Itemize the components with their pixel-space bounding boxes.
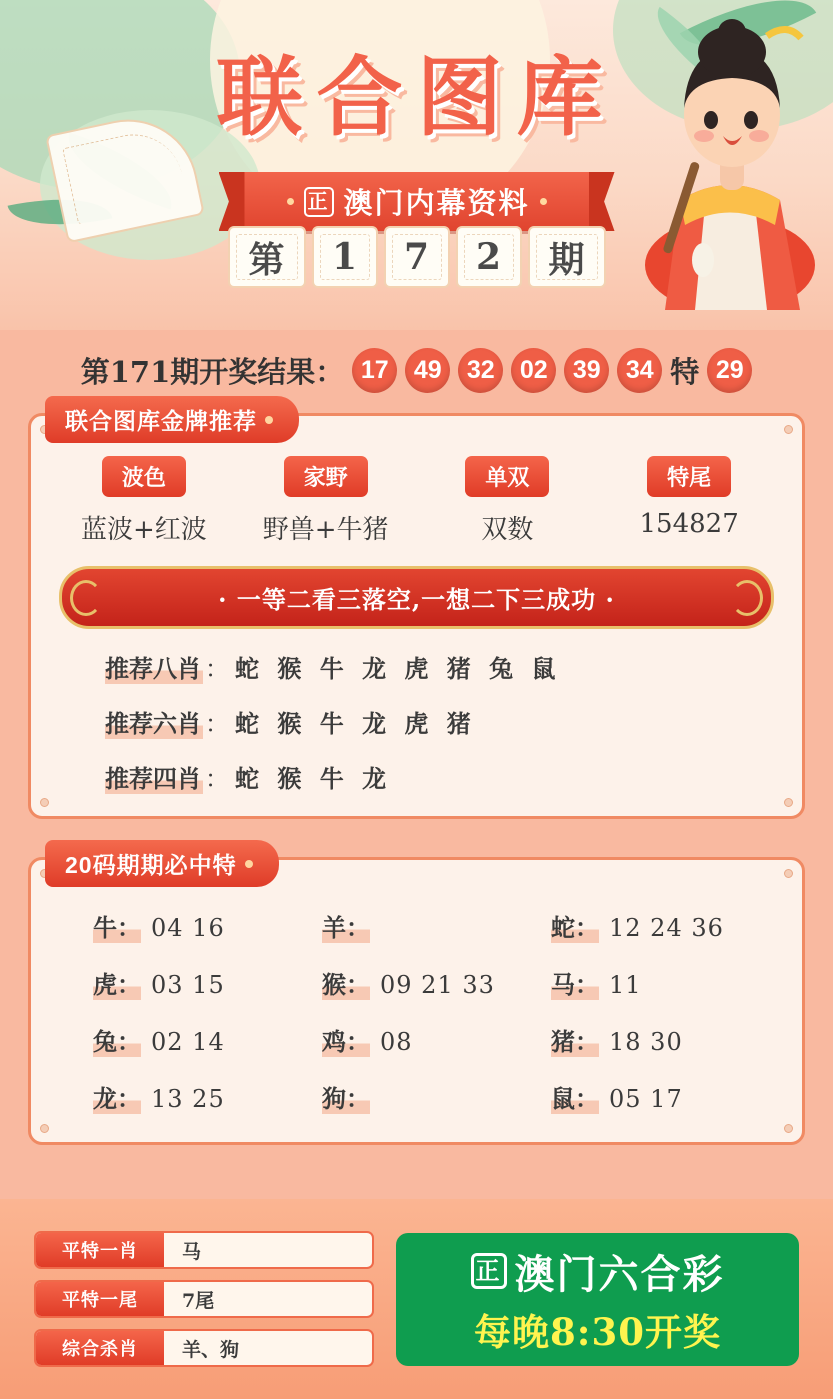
tip-cell: [598, 456, 780, 546]
footer-info-key: 平特一肖: [36, 1233, 164, 1267]
tips-grid: [53, 456, 780, 546]
issue-prefix-card: 第: [228, 226, 306, 288]
footer-info-key: 平特一尾: [36, 1282, 164, 1316]
code-zodiac: 马：: [551, 965, 599, 1000]
code-numbers: 02 14: [151, 1028, 225, 1056]
code-item: [551, 908, 780, 943]
code-item: [551, 965, 780, 1000]
screw-icon: [784, 425, 793, 434]
slogan-banner: [59, 566, 774, 629]
tip-name: 特尾: [647, 456, 731, 497]
code-item: [322, 1022, 551, 1057]
draw-result-row: [0, 330, 833, 403]
result-ball: 34: [617, 348, 662, 393]
recommend-label: 推荐八肖: [105, 649, 203, 684]
recommend-label: 推荐四肖: [105, 759, 203, 794]
panel-title-text: 20码期期必中特: [65, 852, 237, 878]
issue-suffix-card: 期: [528, 226, 606, 288]
result-ball: 32: [458, 348, 503, 393]
code-item: [322, 908, 551, 943]
recommend-values: 蛇 猴 牛 龙 虎 猪 兔 鼠: [235, 654, 561, 683]
subtitle-text: 澳门内幕资料: [343, 188, 530, 220]
footer-info-value: 7尾: [182, 1289, 215, 1312]
slogan-text: · 一等二看三落空,一想二下三成功 ·: [218, 585, 615, 614]
dot-icon: [265, 416, 273, 424]
code-zodiac: 羊：: [322, 908, 370, 943]
code-numbers: 09 21 33: [380, 971, 495, 999]
page-header: [0, 0, 833, 330]
code-numbers: 08: [380, 1028, 413, 1056]
code-zodiac: 牛：: [93, 908, 141, 943]
code-zodiac: 鼠：: [551, 1079, 599, 1114]
tip-name: 单双: [465, 456, 549, 497]
recommend-colon: ：: [205, 710, 229, 738]
panel-title-tab: [45, 840, 279, 887]
screw-icon: [784, 798, 793, 807]
screw-icon: [784, 869, 793, 878]
page-footer: [0, 1199, 833, 1399]
footer-info-key: 综合杀肖: [36, 1331, 164, 1365]
code-numbers: 13 25: [151, 1085, 225, 1113]
tip-cell: [53, 456, 235, 546]
promo-title: 澳门六合彩: [514, 1250, 725, 1298]
issue-number-row: [228, 226, 606, 288]
promo-subtitle: 每晚8:30开奖: [474, 1309, 721, 1354]
recommend-colon: ：: [205, 655, 229, 683]
code-zodiac: 龙：: [93, 1079, 141, 1114]
zheng-badge-icon: 正: [471, 1253, 507, 1289]
special-label: 特: [670, 355, 700, 389]
code-item: [93, 908, 322, 943]
dot-icon: [286, 198, 293, 205]
screw-icon: [40, 798, 49, 807]
code-zodiac: 兔：: [93, 1022, 141, 1057]
tip-value: 野兽+牛猪: [262, 515, 389, 545]
code-zodiac: 狗：: [322, 1079, 370, 1114]
footer-info-value: 马: [182, 1240, 202, 1263]
page-title: 联合图库: [216, 47, 617, 148]
screw-icon: [40, 1124, 49, 1133]
code-item: [322, 965, 551, 1000]
tip-cell: [235, 456, 417, 546]
code-item: [551, 1022, 780, 1057]
issue-digit-card: 2: [456, 226, 522, 288]
gold-recommend-panel: [28, 408, 805, 819]
code-zodiac: 蛇：: [551, 908, 599, 943]
promo-title-row: [408, 1243, 787, 1300]
code-item: [93, 965, 322, 1000]
codes-grid: [93, 908, 780, 1114]
code-numbers: 12 24 36: [609, 914, 724, 942]
tip-name: 家野: [284, 456, 368, 497]
dot-icon: [540, 198, 547, 205]
code-zodiac: 猴：: [322, 965, 370, 1000]
footer-info-list: [34, 1231, 374, 1367]
subtitle-ribbon: [240, 172, 592, 231]
code-numbers: 05 17: [609, 1085, 683, 1113]
footer-info-value: 羊、狗: [182, 1338, 240, 1361]
code-numbers: 03 15: [151, 971, 225, 999]
recommend-row: [105, 759, 780, 794]
code-item: [93, 1022, 322, 1057]
tip-value: 蓝波+红波: [80, 515, 207, 545]
tip-value: 154827: [639, 509, 739, 539]
code-zodiac: 鸡：: [322, 1022, 370, 1057]
special-ball: 29: [707, 348, 752, 393]
panel-title-text: 联合图库金牌推荐: [65, 408, 257, 434]
code-numbers: 04 16: [151, 914, 225, 942]
code-numbers: 11: [609, 971, 642, 999]
footer-info-row: [34, 1231, 374, 1269]
code-numbers: 18 30: [609, 1028, 683, 1056]
code-item: [322, 1079, 551, 1114]
draw-result-label: 第171期开奖结果：: [80, 355, 345, 389]
panel-title-tab: [45, 396, 299, 443]
result-ball: 49: [405, 348, 450, 393]
recommend-values: 蛇 猴 牛 龙 虎 猪: [235, 709, 476, 738]
code-zodiac: 猪：: [551, 1022, 599, 1057]
tip-value: 双数: [481, 515, 534, 545]
screw-icon: [784, 1124, 793, 1133]
twenty-codes-panel: [28, 852, 805, 1145]
recommend-row: [105, 704, 780, 739]
footer-info-row: [34, 1329, 374, 1367]
code-zodiac: 虎：: [93, 965, 141, 1000]
recommend-values: 蛇 猴 牛 龙: [235, 764, 392, 793]
result-ball: 17: [352, 348, 397, 393]
issue-digit-card: 1: [312, 226, 378, 288]
recommend-label: 推荐六肖: [105, 704, 203, 739]
tip-name: 波色: [102, 456, 186, 497]
promo-banner[interactable]: [396, 1233, 799, 1366]
code-item: [93, 1079, 322, 1114]
recommend-colon: ：: [205, 765, 229, 793]
zheng-badge-icon: 正: [303, 187, 333, 217]
issue-digit-card: 7: [384, 226, 450, 288]
code-item: [551, 1079, 780, 1114]
result-ball: 39: [564, 348, 609, 393]
recommend-row: [105, 649, 780, 684]
footer-info-row: [34, 1280, 374, 1318]
dot-icon: [245, 860, 253, 868]
result-ball: 02: [511, 348, 556, 393]
tip-cell: [417, 456, 599, 546]
